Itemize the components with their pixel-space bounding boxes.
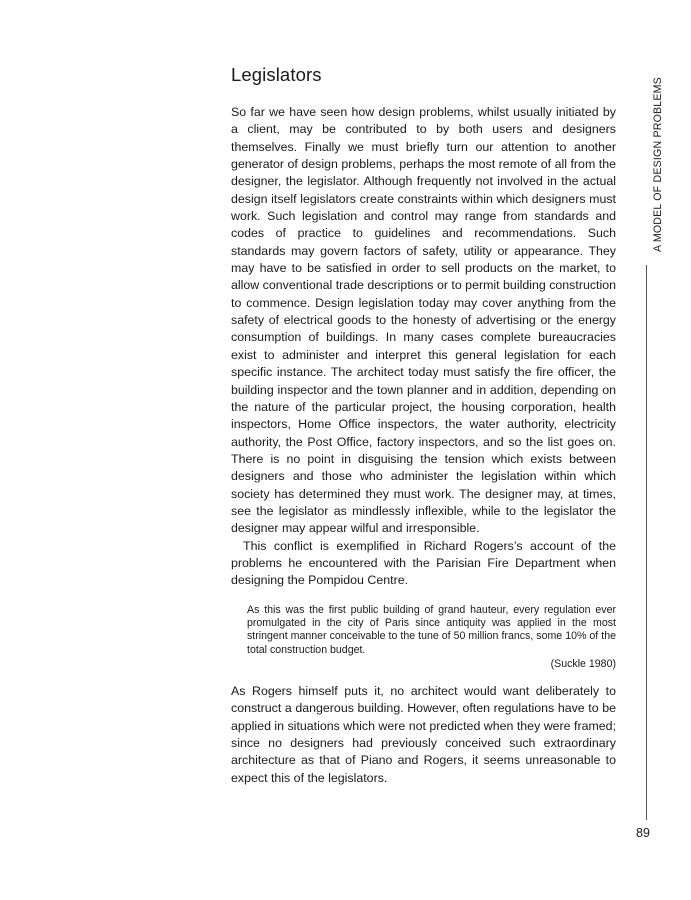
body-paragraph-2: This conflict is exemplified in Richard Rogers’s account of the problems he encountered with the Parisian Fire Department when designing the Pompidou Centre. [231,538,616,588]
page-number: 89 [636,826,650,840]
block-quote: As this was the first public building of grand hauteur, every regulation ever promulgated in the city of Paris since antiquity was applied in the most stringent manner conceivable to the tune of 50 million francs, some 10% of the total construction budget. [247,603,616,656]
main-text-column [231,64,616,787]
section-heading: Legislators [231,64,322,85]
body-paragraph-3: As Rogers himself puts it, no architect would want deliberately to construct a dangerous building. However, often regulations have to be applied in situations which were not predicted when they were framed; since no designers had previously conceived such extraordinary architecture as that of Piano and Rogers, it seems unreasonable to expect this of the legislators. [231,684,617,785]
vertical-rule [646,265,647,820]
running-head: A MODEL OF DESIGN PROBLEMS [652,77,664,252]
quote-citation: (Suckle 1980) [550,657,616,670]
body-paragraph-1: So far we have seen how design problems, whilst usually initiated by a client, may be contributed to by both users and designers themselves. Finally we must briefly turn our attention to another generator of design problems, perhaps the most remote of all from the designer, the legislator. Although frequently not involved in the actual design itself legislators create constraints within which designers must work. Such legislation and control may range from standards and codes of practice to guidelines and recommendations. Such standards may govern factors of safety, utility or appearance. They may have to be satisfied in order to sell products on the market, to allow conventional trade descriptions or to permit building construction to commence. Design legislation today may cover anything from the safety of electrical goods to the honesty of advertising or the energy consumption of buildings. In many cases complete bureaucracies exist to administer and interpret this general legislation for each specific instance. The architect today must satisfy the fire officer, the building inspector and the town planner and in addition, depending on the nature of the particular project, the housing corporation, health inspectors, Home Office inspectors, the water authority, electricity authority, the Post Office, factory inspectors, and so the list goes on. There is no point in disguising the tension which exists between designers and those who administer the legislation within which society has determined they must work. The designer may, at times, see the legislator as mindlessly inflexible, while to the legislator the designer may appear wilful and irresponsible. [231,105,617,536]
